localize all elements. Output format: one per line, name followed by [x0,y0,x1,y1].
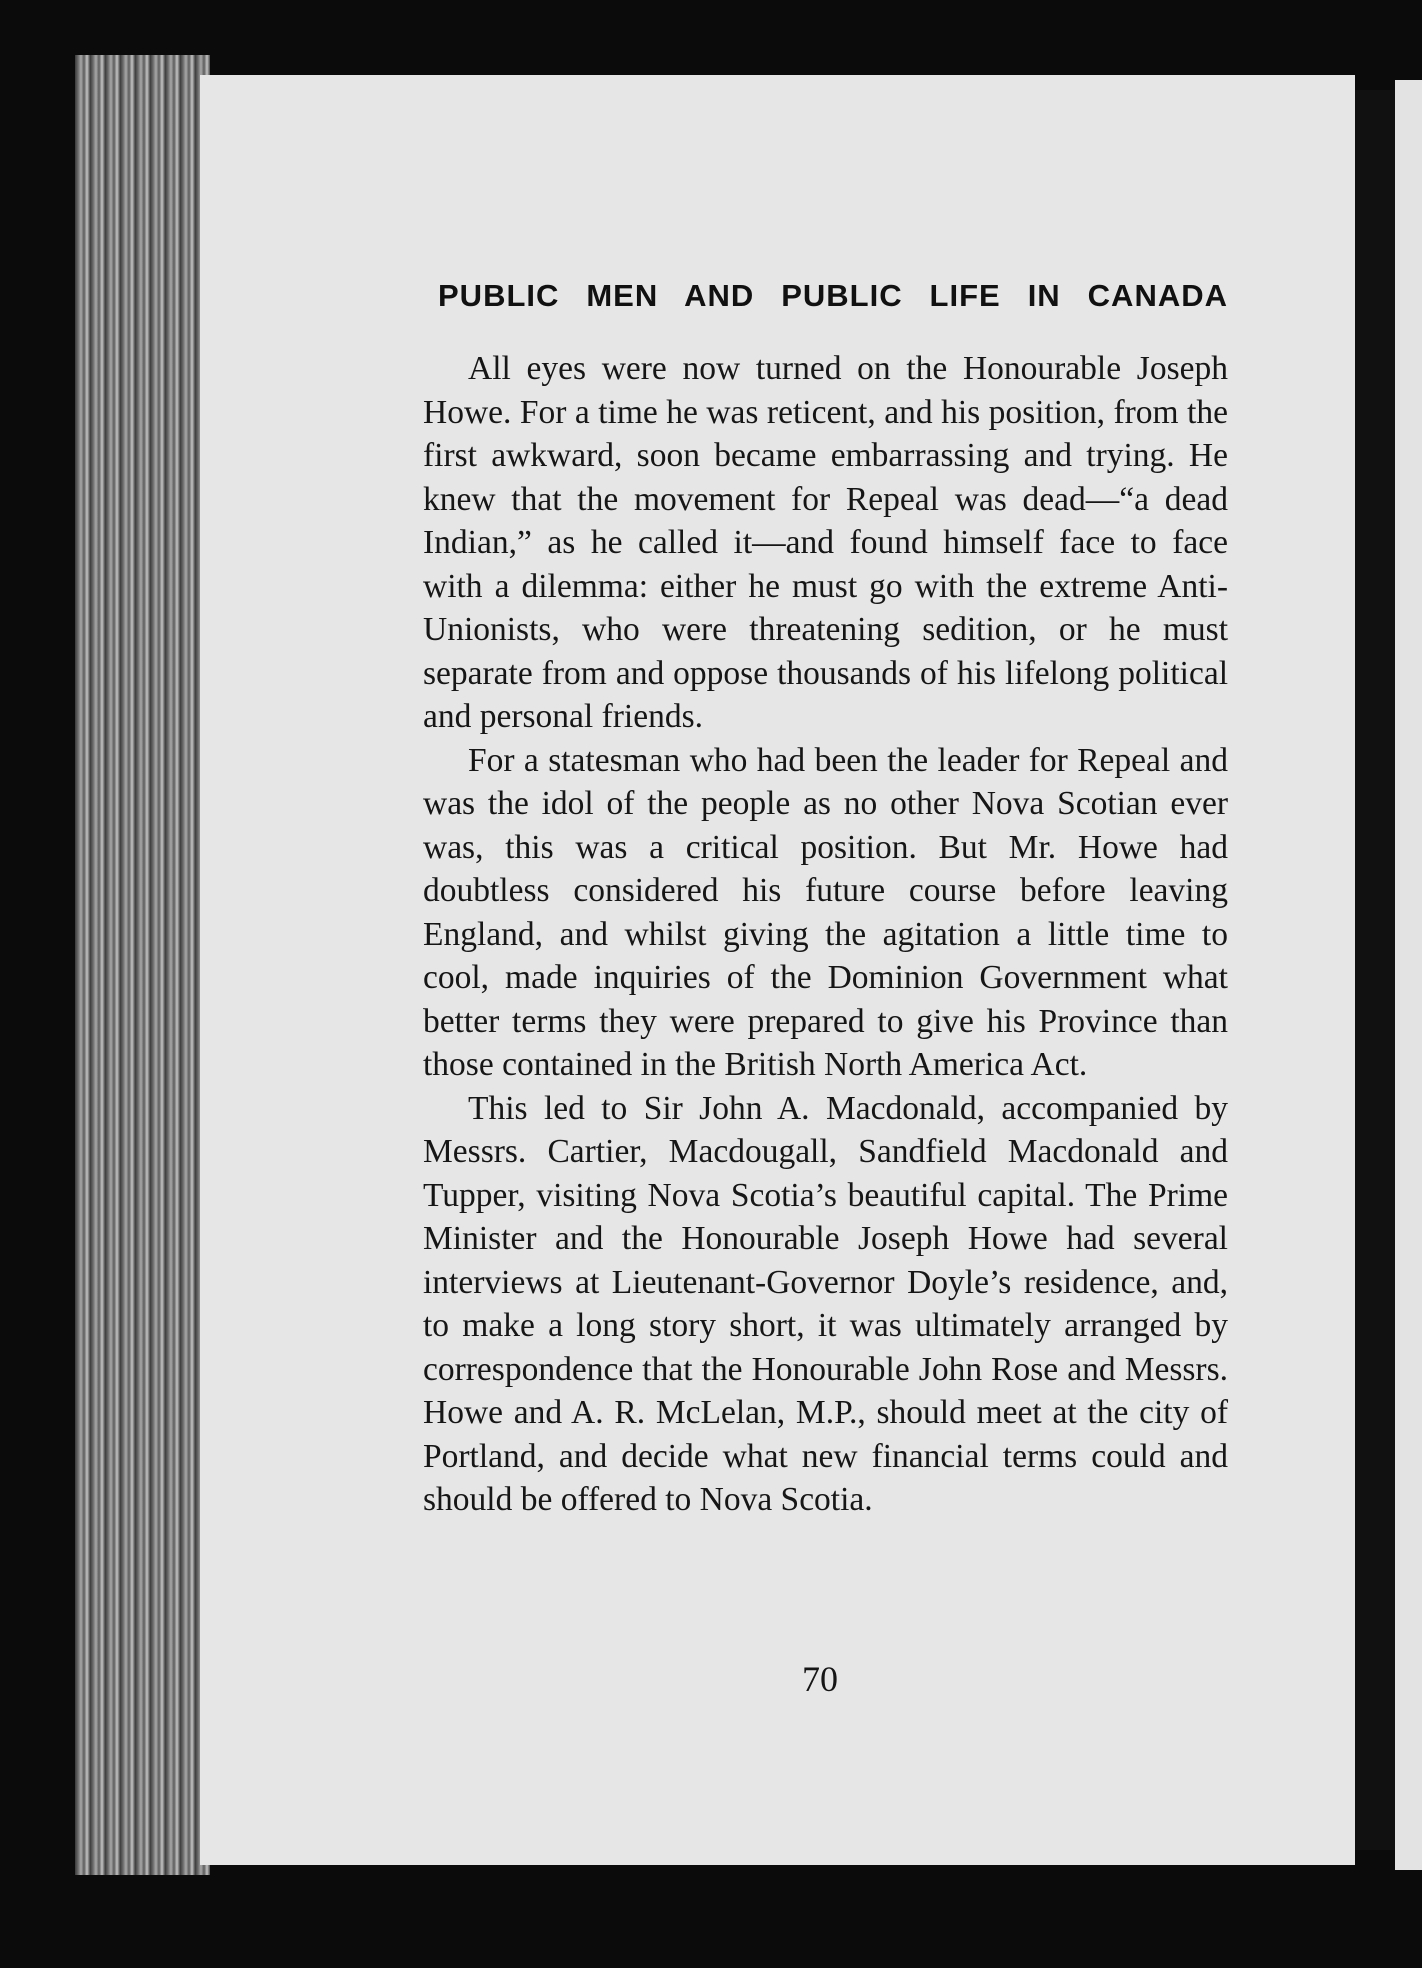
paragraph-1: All eyes were now turned on the Honourable Joseph Howe. For a time he was reticent, and his position, from the first awkward, soon became embarrassing and trying. He knew that the movement for Repeal was dead—“a dead Indian,” as he called it—and found himself face to face with a dilemma: either he must go with the extreme Anti-Unionists, who were threatening sedition, or he must separate from and oppose thousands of his lifelong political and personal friends. [423,350,1228,735]
book-page-edges [75,55,210,1875]
page-body-text [423,347,1228,1522]
page-number: 70 [802,1659,838,1699]
running-header: PUBLIC MEN AND PUBLIC LIFE IN CANADA [438,278,1228,313]
paragraph-3: This led to Sir John A. Macdonald, accompanied by Messrs. Cartier, Macdougall, Sandfield Macdonald and Tupper, visiting Nova Scotia’s beautiful capital. The Prime Minister and the Honourable Joseph Howe had several interviews at Lieutenant-Governor Doyle’s residence, and, to make a long story short, it was ultimately arranged by correspondence that the Honourable John Rose and Messrs. Howe and A. R. McLelan, M.P., should meet at the city of Portland, and decide what new financial terms could and should be offered to Nova Scotia. [423,1089,1228,1518]
gutter-shadow [1355,90,1395,1850]
paragraph-2: For a statesman who had been the leader for Repeal and was the idol of the people as no other Nova Scotian ever was, this was a critical position. But Mr. Howe had doubtless considered his future course before leaving England, and whilst giving the agitation a little time to cool, made inquiries of the Dominion Government what better terms they were prepared to give his Province than those contained in the British North America Act. [423,741,1228,1083]
facing-page-edge [1395,80,1422,1870]
